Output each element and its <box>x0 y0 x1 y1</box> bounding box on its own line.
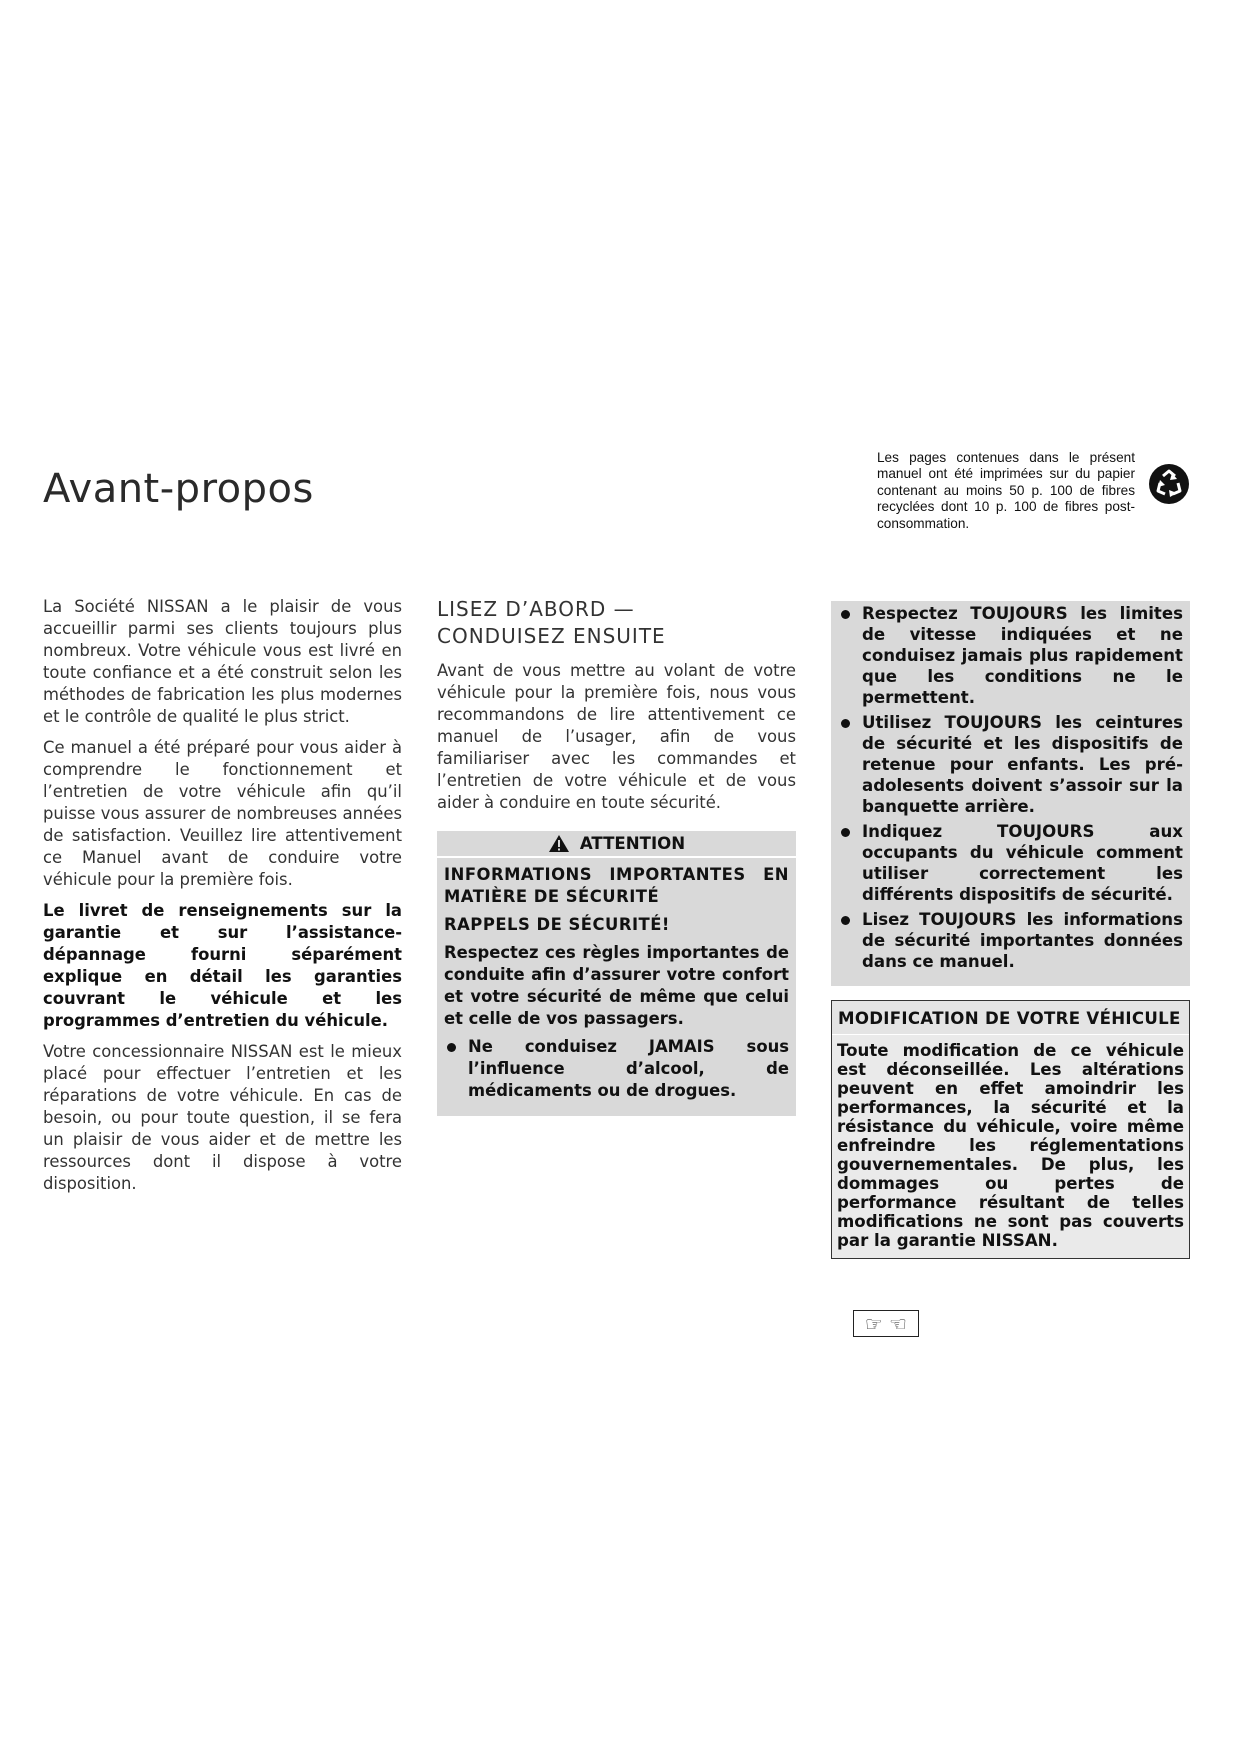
bullet-icon <box>841 916 850 925</box>
read-first-heading <box>437 596 796 650</box>
pointing-hands-icon: ☞ ☜ <box>864 1311 908 1336</box>
list-item <box>838 603 1183 708</box>
recycled-paper-note: Les pages contenues dans le présent manuel ont été imprimées sur du papier contenant au moins 50 p. 100 de fibres recyclées dont 10 p. 100 de fibres post-consommation. <box>877 450 1135 531</box>
bullet-text: Respectez TOUJOURS les limites de vitesse indiquées et ne conduisez jamais plus rapidement que les conditions ne le permettent. <box>862 604 1183 707</box>
modification-text: Toute modification de ce véhicule est déconseillée. Les altérations peuvent en effet amoindrir les performances, la sécurité et la résistance du véhicule, voire même enfreindre les réglementations gouvernementales. De plus, les dommages ou pertes de performance résultant de telles modifications ne sont pas couverts par la garantie NISSAN. <box>837 1041 1184 1250</box>
dealer-paragraph: Votre concessionnaire NISSAN est le mieux placé pour effectuer l’entretien et les réparations de votre véhicule. En cas de besoin, ou pour toute question, il se fera un plaisir de vous aider et de mettre les ressources dont il dispose à votre disposition. <box>43 1042 402 1193</box>
safety-rules-column <box>831 601 1190 1259</box>
warning-label: ATTENTION <box>579 833 686 853</box>
warning-subtitle: RAPPELS DE SÉCURITÉ! <box>444 915 670 934</box>
safety-rules-box <box>831 601 1190 986</box>
list-item <box>444 1036 789 1102</box>
warning-text: Respectez ces règles importantes de conduite afin d’assurer votre confort et votre sécurité de même que celui et celle de vos passagers. <box>444 943 789 1028</box>
warning-triangle-icon <box>548 834 570 853</box>
warning-header <box>437 831 796 858</box>
read-first-column <box>437 596 796 1116</box>
warranty-booklet-paragraph: Le livret de renseignements sur la garantie et sur l’assistance-dépannage fourni séparément explique en détail les garanties couvrant le véhicule et les programmes d’entretien du véhicule. <box>43 901 402 1030</box>
bullet-icon <box>841 610 850 619</box>
safety-bullet-list <box>838 603 1183 972</box>
list-item <box>838 909 1183 972</box>
heading-line-1: LISEZ D’ABORD — <box>437 597 635 621</box>
warning-title: INFORMATIONS IMPORTANTES EN MATIÈRE DE SÉCURITÉ <box>444 865 789 906</box>
bullet-text: Lisez TOUJOURS les informations de sécurité importantes données dans ce manuel. <box>862 910 1183 971</box>
next-page-marker[interactable] <box>853 1310 919 1337</box>
manual-purpose-paragraph: Ce manuel a été préparé pour vous aider à comprendre le fonctionnement et l’entretien de votre véhicule afin qu’il puisse vous assurer de nombreuses années de satisfaction. Veuillez lire attentivement ce Manuel avant de conduire votre véhicule pour la première fois. <box>43 738 402 889</box>
list-item <box>838 712 1183 817</box>
bullet-icon <box>447 1043 456 1052</box>
read-first-intro: Avant de vous mettre au volant de votre véhicule pour la première fois, nous vous recommandons de lire attentivement ce manuel de l’usager, afin de vous familiariser avec les commandes et l’entretien de votre véhicule et de vous aider à conduire en toute sécurité. <box>437 661 796 812</box>
bullet-icon <box>841 719 850 728</box>
bullet-text: Indiquez TOUJOURS aux occupants du véhicule comment utiliser correctement les différents dispositifs de sécurité. <box>862 822 1183 904</box>
safety-warning-box <box>437 831 796 1116</box>
bullet-text: Ne conduisez JAMAIS sous l’influence d’alcool, de médicaments ou de drogues. <box>468 1037 789 1100</box>
welcome-paragraph: La Société NISSAN a le plaisir de vous accueillir parmi ses clients toujours plus nombreux. Votre véhicule vous est livré en toute confiance et a été construit selon les méthodes de fabrication les plus modernes et le contrôle de qualité le plus strict. <box>43 597 402 726</box>
warning-bullet-list <box>444 1036 789 1102</box>
recycle-symbol-icon <box>1148 463 1190 505</box>
bullet-text: Utilisez TOUJOURS les ceintures de sécurité et les dispositifs de retenue pour enfants. Les pré-adolesents doivent s’assoir sur la banquette arrière. <box>862 713 1183 816</box>
bullet-icon <box>841 828 850 837</box>
list-item <box>838 821 1183 905</box>
heading-line-2: CONDUISEZ ENSUITE <box>437 624 666 648</box>
page-title: Avant-propos <box>43 466 314 512</box>
modification-title: MODIFICATION DE VOTRE VÉHICULE <box>832 1001 1189 1035</box>
intro-column <box>43 596 402 1204</box>
modification-box <box>831 1000 1190 1259</box>
